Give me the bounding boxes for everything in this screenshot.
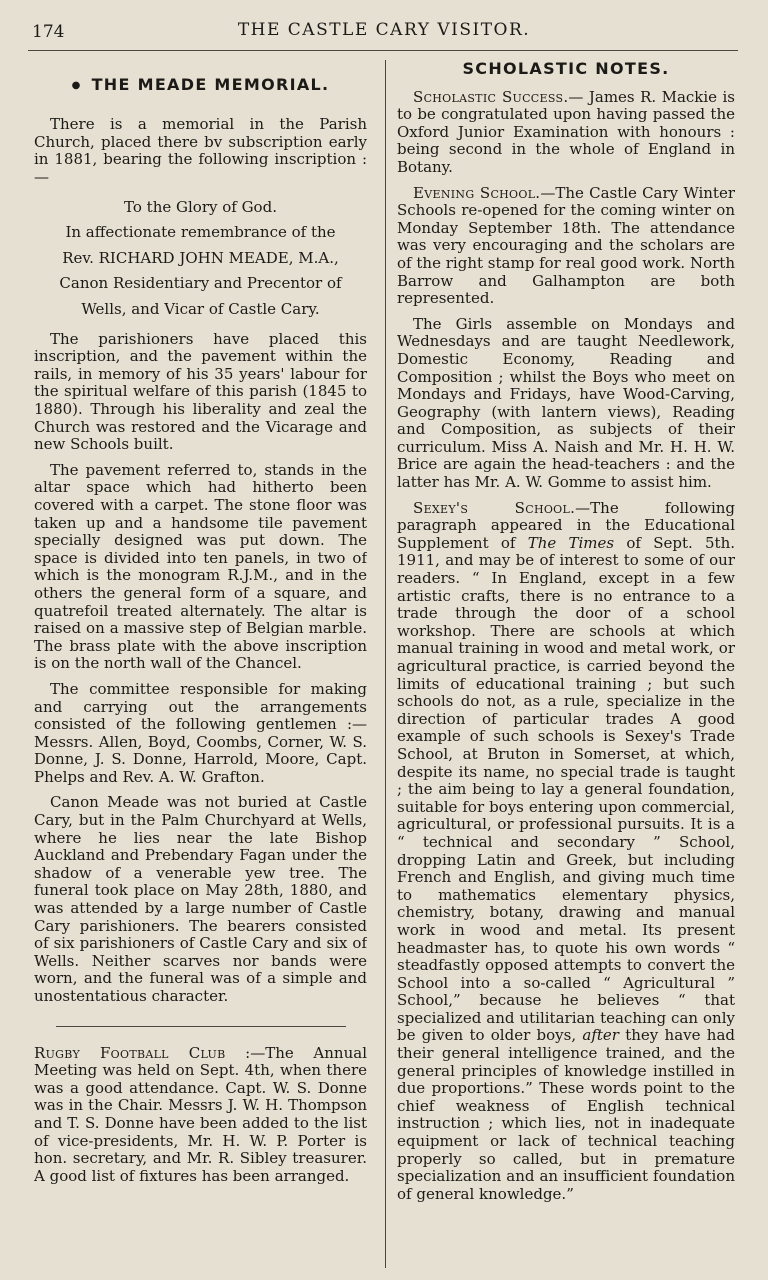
bullet-icon: ● [71, 79, 82, 91]
rugby-text: :—The Annual Meeting was held on Sept. 4th, when there was a good attendance. Capt. W. S. Donne was in the Chair. Messrs J. W. H. Thompson and T. S. Donne have been added to the list of vice-presidents, Mr. H. W. P. Porter is hon. secretary, and Mr. R. Sibley treasurer. A good list of fixtures has been arranged. [34, 1043, 367, 1185]
header-rule [28, 50, 738, 51]
section-divider [56, 1026, 346, 1027]
meade-memorial-title: ● THE MEADE MEMORIAL. [71, 76, 330, 94]
inscription-line: Canon Residentiary and Precentor of [59, 274, 342, 293]
right-column [397, 60, 735, 1211]
inscription-line: In affectionate remembrance of the [65, 223, 336, 242]
evening-school-heading: Evening School. [413, 183, 541, 202]
page-number: 174 [32, 22, 65, 42]
sexeys-school-heading: Sexey's School. [413, 498, 576, 517]
inscription [34, 199, 367, 319]
scholastic-success-heading: Scholastic Success. [413, 87, 569, 106]
rugby-club-notice [34, 1045, 367, 1186]
column-rule [385, 60, 386, 1268]
paragraph-pavement: The pavement referred to, stands in the altar space which had hitherto been covered with a carpet. The stone floor was taken up and a handsome tile pavement specially designed was put down. The space is divided into ten panels, in two of which is the monogram R.J.M., and in the others the general form of a square, and quatrefoil treated alternately. The altar is raised on a massive step of Belgian marble. The brass plate with the above inscription is on the north wall of the Chancel. [34, 460, 367, 673]
running-title: THE CASTLE CARY VISITOR. [237, 20, 531, 40]
sexeys-school-paragraph: Sexey's School.—The following paragraph appeared in the Educational Supplement of The Times of Sept. 5th. 1911, and may be of interest to some of our readers. “ In England, except in a few artistic crafts, there is no entrance to a trade through the door of a school workshop. There are schools at which manual training in wood and metal work, or agricultural practice, is carried beyond the limits of educational training ; but such schools do not, as a rule, specialize in the direction of particular trades A good example of such schools is Sexey's Trade School, at Bruton in Somerset, at which, despite its name, no special trade is taught ; the aim being to lay a general foundation, suitable for boys entering upon commercial, agricultural, or professional pursuits. It is a “ technical and secondary ” School, dropping Latin and Greek, but including French and English, and giving much time to mathematics elementary physics, chemistry, botany, drawing and manual work in wood and metal. Its present headmaster has, to quote his own words “ steadfastly opposed attempts to convert the School into a so-called “ Agricultural ” School,” because he believes “ that specialized and utilitarian teaching can only be given to older boys, after they have had their general intelligence trained, and the general principles of knowledge instilled in due proportions.” These words point to the chief weakness of English technical instruction ; which lies, not in inadequate equipment or lack of technical teaching properly so called, but in premature specialization and an insufficient foundation of general knowledge.” [397, 498, 735, 1203]
paragraph-intro: There is a memorial in the Parish Church, placed there bv subscription early in 1881, bearing the following inscription :— [34, 115, 367, 187]
scholastic-notes-title: SCHOLASTIC NOTES. [462, 60, 670, 78]
rugby-heading: Rugby Football Club [34, 1043, 226, 1062]
paragraph-parishioners: The parishioners have placed this inscription, and the pavement within the rails, in memory of his 35 years' labour for the spiritual welfare of this parish (1845 to 1880). Through his liberality and zeal the Church was restored and the Vicarage and new Schools built. [34, 329, 367, 454]
page-header [0, 18, 768, 48]
scholastic-success-paragraph: Scholastic Success.— James R. Mackie is to be congratulated upon having passed the Oxford Junior Examination with honours : being second in the whole of England in Botany. [397, 87, 735, 176]
inscription-line: Wells, and Vicar of Castle Cary. [81, 300, 320, 319]
paragraph-burial: Canon Meade was not buried at Castle Cary, but in the Palm Churchyard at Wells, where he lies near the late Bishop Auckland and Prebendary Fagan under the shadow of a venerable yew tree. The funeral took place on May 28th, 1880, and was attended by a large number of Castle Cary parishioners. The bearers consisted of six parishioners of Castle Cary and six of Wells. Neither scarves nor bands were worn, and the funeral was of a simple and unostentatious character. [34, 793, 367, 1006]
inscription-line: Rev. RICHARD JOHN MEADE, M.A., [62, 248, 339, 267]
inscription-line: To the Glory of God. [124, 197, 277, 216]
evening-school-paragraph: Evening School.—The Castle Cary Winter Schools re-opened for the coming winter on Monday September 18th. The attendance was very encouraging and the scholars are of the right stamp for real good work. North Barrow and Galhampton are both represented. [397, 183, 735, 308]
paragraph-committee: The committee responsible for making and carrying out the arrangements consisted of the following gentlemen :— Messrs. Allen, Boyd, Coombs, Corner, W. S. Donne, J. S. Donne, Harrold, Moore, Capt. Phelps and Rev. A. W. Grafton. [34, 679, 367, 786]
left-column [34, 76, 367, 1193]
the-times-title: The Times [527, 533, 615, 552]
curriculum-paragraph: The Girls assemble on Mondays and Wednesdays and are taught Needlework, Domestic Economy, Reading and Composition ; whilst the Boys who meet on Mondays and Fridays, have Wood-Carving, Geography (with lantern views), Reading and Composition, as subjects of their curriculum. Miss A. Naish and Mr. H. H. W. Brice are again the head-teachers : and the latter has Mr. A. W. Gomme to assist him. [397, 314, 735, 492]
